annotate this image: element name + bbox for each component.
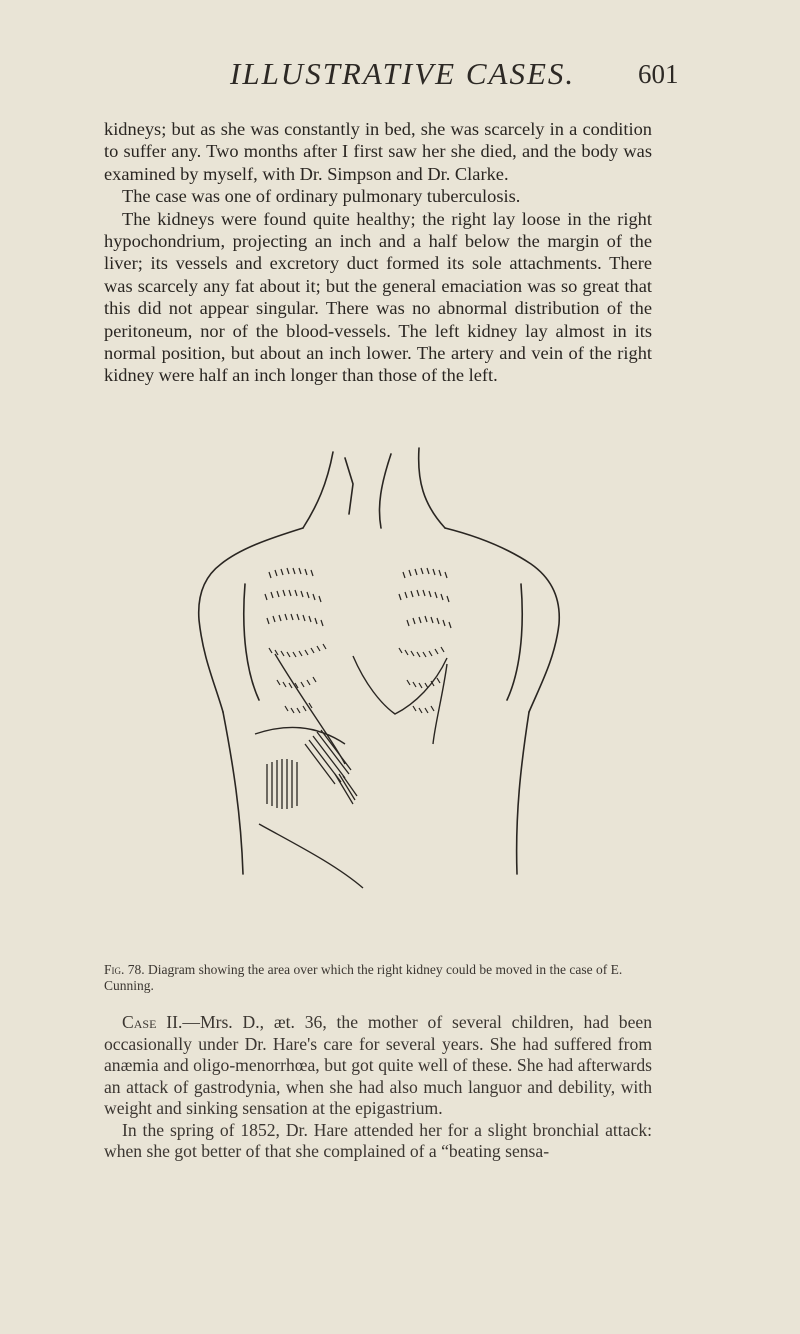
left-rib-hatching <box>265 568 326 713</box>
kidney-area-lower-edge <box>259 824 363 888</box>
body-text <box>104 118 652 387</box>
neck-line-left <box>303 452 333 528</box>
neck-line-right <box>379 454 391 528</box>
paragraph: The kidneys were found quite healthy; the right lay loose in the right hypochondrium, projecting an inch and a half below the margin of the liver; its vessels and excretory duct formed its sole attachments. There was scarcely any fat about it; but the general emaciation was so great that this did not appear singular. There was no abnormal distribution of the peritoneum, nor of the blood-vessels. The left kidney lay almost in its normal position, but about an inch lower. The artery and vein of the right kidney were half an inch longer than those of the left. <box>104 208 652 386</box>
page-header <box>0 56 800 96</box>
paragraph: kidneys; but as she was constantly in bed, she was scarcely in a condition to suffer any. Two months after I first saw her she died, and the body was examined by myself, with Dr. Simpson and Dr. Clarke. <box>104 119 652 184</box>
torso-diagram <box>185 444 580 944</box>
left-shoulder-outline <box>199 528 303 712</box>
case-paragraph <box>104 1012 652 1120</box>
right-arm-inner-line <box>507 584 522 700</box>
right-shoulder-outline <box>445 528 559 712</box>
running-title: ILLUSTRATIVE CASES. <box>230 56 576 91</box>
right-flank-outline <box>517 712 529 874</box>
case-section <box>104 1012 652 1163</box>
caption-text: Diagram showing the area over which the right kidney could be moved in the case of E. Cunning. <box>104 962 623 993</box>
left-flank-outline <box>223 712 243 874</box>
caption-label: Fig. 78. <box>104 962 145 977</box>
torso-diagram-figure <box>185 444 580 944</box>
case-paragraph-2: In the spring of 1852, Dr. Hare attended her for a slight bronchial attack: when she got better of that she complained of a “beating sensa- <box>104 1119 652 1161</box>
page-number: 601 <box>638 59 679 89</box>
left-arm-inner-line <box>244 584 259 700</box>
right-costal-margin <box>433 664 447 744</box>
neck-line-center <box>345 458 353 514</box>
kidney-area-hatching <box>267 730 357 809</box>
case-label: Case II. <box>122 1012 183 1032</box>
figure-caption <box>104 962 664 994</box>
neck-line-far-right <box>419 448 445 528</box>
paragraph: The case was one of ordinary pulmonary tuberculosis. <box>122 186 521 207</box>
case-text: —Mrs. D., æt. 36, the mother of several children, had been occasionally under Dr. Hare's care for several years. She had suffered from anæmia and oligo-menorrhœa, but got quite well of these. She had afterwards an attack of gastrodynia, when she had also much languor and debility, with weight and sinking sensation at the epigastrium. <box>104 1012 652 1118</box>
